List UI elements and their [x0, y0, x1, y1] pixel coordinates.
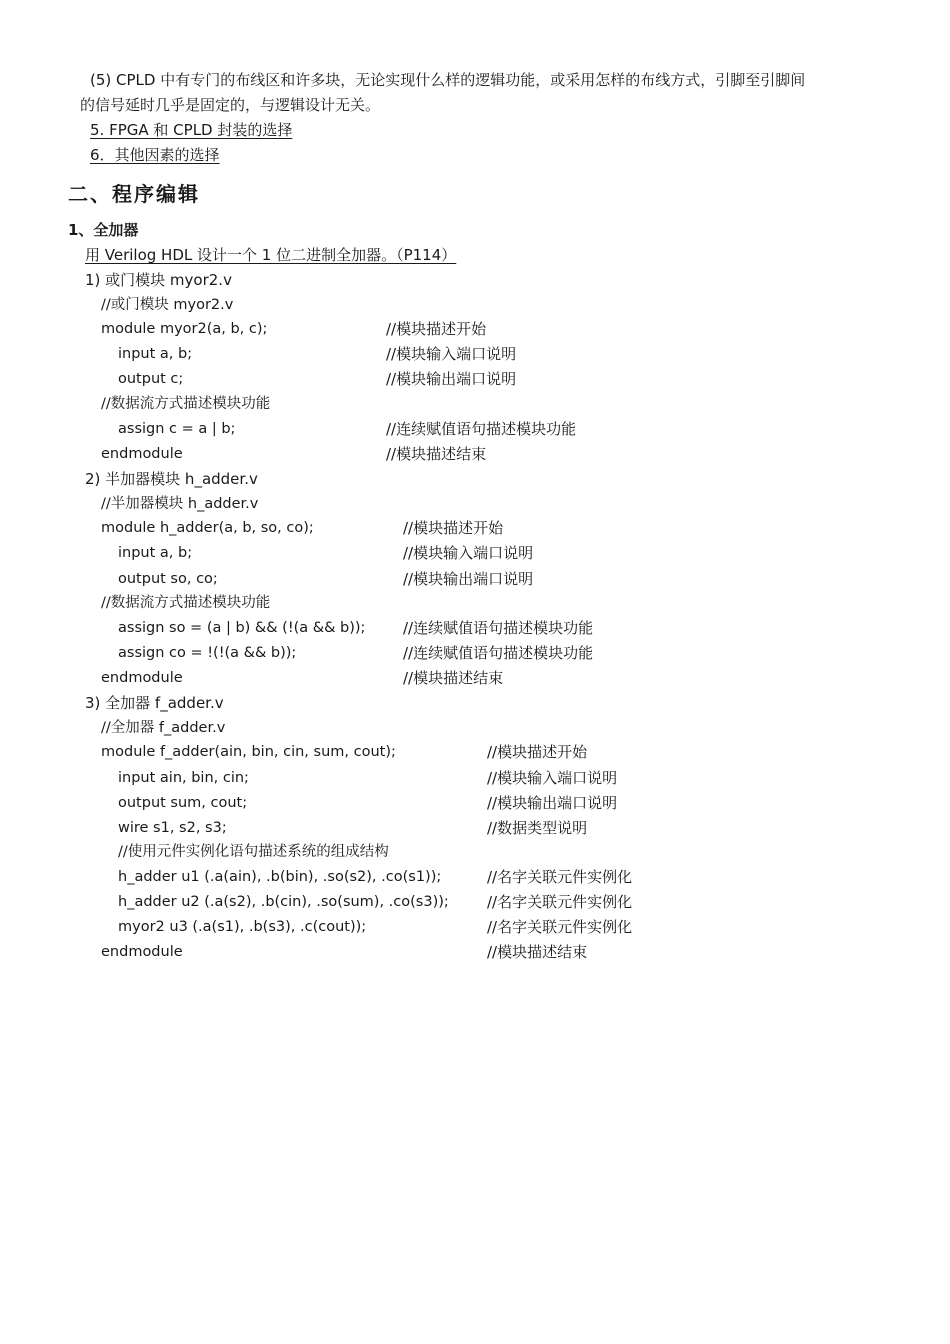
code-comment: //名字关联元件实例化: [487, 893, 633, 911]
code-line: endmodule: [101, 446, 183, 462]
code-comment: //模块描述结束: [386, 445, 487, 463]
code-line: assign co = !(!(a && b));: [118, 645, 297, 661]
code-comment: //名字关联元件实例化: [487, 918, 633, 936]
code-line: input a, b;: [118, 545, 193, 561]
code-comment: //模块输入端口说明: [487, 769, 618, 787]
part-heading: 3) 全加器 f_adder.v: [85, 694, 224, 712]
code-comment-line: //半加器模块 h_adder.v: [101, 496, 259, 512]
code-comment: //数据类型说明: [487, 819, 588, 837]
code-comment: //模块描述结束: [403, 669, 504, 687]
part-heading: 1) 或门模块 myor2.v: [85, 271, 232, 289]
code-comment-line: //数据流方式描述模块功能: [101, 595, 271, 611]
section-heading: 二、程序编辑: [68, 182, 200, 206]
code-comment: //模块描述开始: [487, 743, 588, 761]
code-line: endmodule: [101, 670, 183, 686]
code-comment: //连续赋值语句描述模块功能: [386, 420, 577, 438]
code-line: assign so = (a | b) && (!(a && b));: [118, 620, 366, 636]
code-comment: //模块输出端口说明: [386, 370, 517, 388]
code-comment: //模块输出端口说明: [487, 794, 618, 812]
code-comment-line: //使用元件实例化语句描述系统的组成结构: [118, 844, 389, 860]
code-comment: //模块输入端口说明: [403, 544, 534, 562]
code-line: input a, b;: [118, 346, 193, 362]
code-comment: //模块输入端口说明: [386, 345, 517, 363]
code-line: output c;: [118, 371, 184, 387]
list-item-other-factors: 6．其他因素的选择: [90, 146, 220, 164]
code-line: assign c = a | b;: [118, 421, 236, 437]
part-heading: 2) 半加器模块 h_adder.v: [85, 470, 258, 488]
code-comment: //模块描述开始: [403, 519, 504, 537]
code-comment-line: //数据流方式描述模块功能: [101, 396, 271, 412]
code-comment: //模块描述结束: [487, 943, 588, 961]
code-line: myor2 u3 (.a(s1), .b(s3), .c(cout));: [118, 919, 367, 935]
code-comment: //模块输出端口说明: [403, 570, 534, 588]
code-comment: //名字关联元件实例化: [487, 868, 633, 886]
code-comment: //连续赋值语句描述模块功能: [403, 644, 594, 662]
paragraph-line: 的信号延时几乎是固定的，与逻辑设计无关。: [80, 96, 381, 114]
code-line: h_adder u2 (.a(s2), .b(cin), .so(sum), .co(s3));: [118, 894, 449, 910]
code-line: module myor2(a, b, c);: [101, 321, 268, 337]
code-line: endmodule: [101, 944, 183, 960]
code-line: output so, co;: [118, 571, 218, 587]
paragraph-line: (5) CPLD 中有专门的布线区和许多块，无论实现什么样的逻辑功能，或采用怎样的布线方式，引脚至引脚间: [90, 71, 806, 89]
code-line: module h_adder(a, b, so, co);: [101, 520, 314, 536]
subsection-heading: 1、全加器: [68, 221, 139, 239]
code-comment-line: //或门模块 myor2.v: [101, 297, 234, 313]
code-line: module f_adder(ain, bin, cin, sum, cout);: [101, 744, 396, 760]
code-comment: //模块描述开始: [386, 320, 487, 338]
code-line: wire s1, s2, s3;: [118, 820, 227, 836]
code-line: input ain, bin, cin;: [118, 770, 249, 786]
task-statement: 用 Verilog HDL 设计一个 1 位二进制全加器。（P114）: [85, 246, 457, 264]
code-line: h_adder u1 (.a(ain), .b(bin), .so(s2), .co(s1));: [118, 869, 442, 885]
code-comment: //连续赋值语句描述模块功能: [403, 619, 594, 637]
code-line: output sum, cout;: [118, 795, 248, 811]
list-item-fpga-cpld-package: 5. FPGA 和 CPLD 封装的选择: [90, 121, 293, 139]
code-comment-line: //全加器 f_adder.v: [101, 720, 226, 736]
